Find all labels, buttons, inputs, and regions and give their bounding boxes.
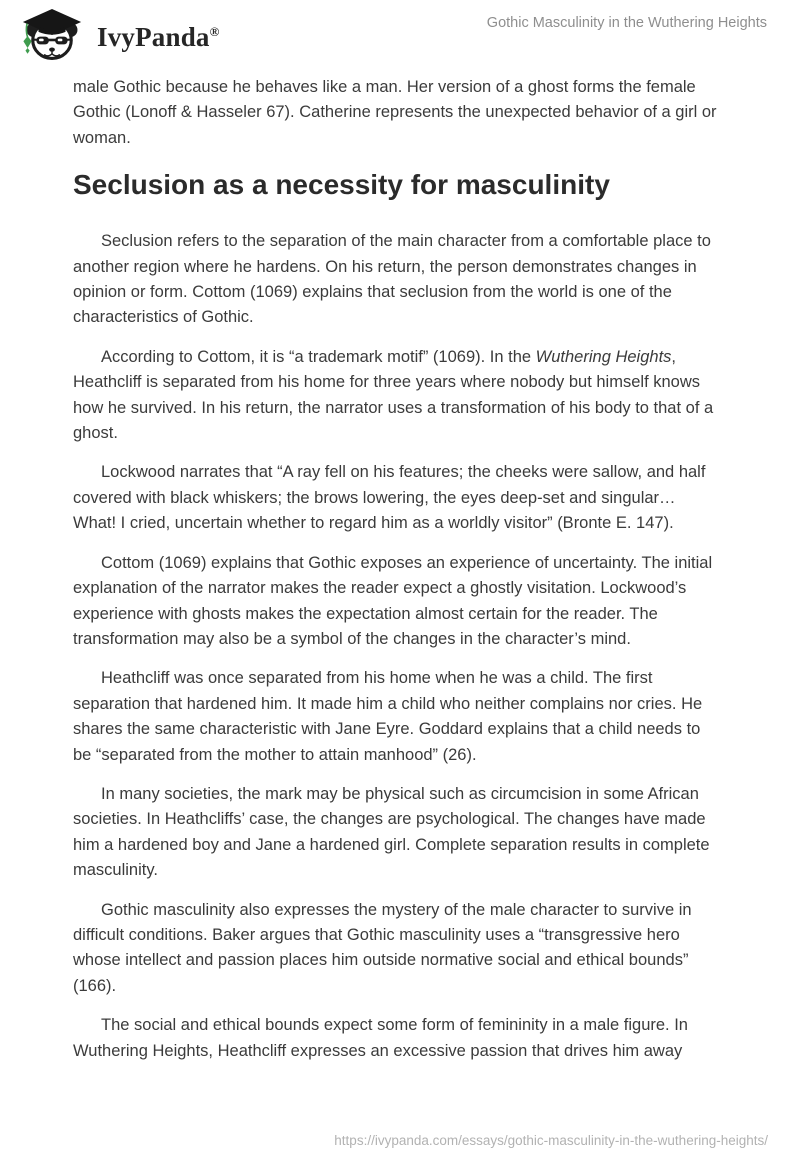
running-head-title: Gothic Masculinity in the Wuthering Heights [486, 15, 767, 31]
paragraph-societies: In many societies, the mark may be physical such as circumcision in some African societies. In Heathcliffs’ case, the changes are psychological. The changes have made him a hardened boy and Jane a hardened girl. Complete separation results in complete masculinity. [73, 784, 710, 880]
paragraph-childhood: Heathcliff was once separated from his home when he was a child. The first separation that hardened him. It made him a child who neither complains nor cries. He shares the same characteristic with Jane Eyre. Goddard explains that a child needs to be “separated from the mother to attain manhood” (26). [73, 669, 703, 764]
logo-text [97, 21, 220, 52]
paragraph-cottom [73, 345, 722, 447]
paragraph-seclusion: Seclusion refers to the separation of the main character from a comfortable place to another region where he hardens. On his return, the person demonstrates changes in opinion or form. Cottom (1069) explains that seclusion from the world is one of the characteristics of Gothic. [73, 232, 711, 327]
paragraph-uncertainty: Cottom (1069) explains that Gothic exposes an experience of uncertainty. The initial explanation of the narrator makes the reader expect a ghostly visitation. Lockwood’s experience with ghosts makes the expectation almost certain for the reader. The transformation may also be a symbol of the changes in the character’s mind. [73, 553, 713, 648]
source-url-link[interactable]: https://ivypanda.com/essays/gothic-masculinity-in-the-wuthering-heights/ [334, 1133, 768, 1148]
ivypanda-logo [14, 8, 220, 60]
paragraph-mystery: Gothic masculinity also expresses the mystery of the male character to survive in difficult conditions. Baker argues that Gothic masculinity uses a “transgressive hero whose intellect and passion places him outside normative social and ethical bounds” (166). [73, 900, 692, 995]
ivypanda-panda-icon [14, 8, 90, 60]
registered-trademark-symbol: ® [209, 23, 220, 39]
paragraph-cottom-after: , Heathcliff is separated from his home for three years where nobody but himself knows how he survived. In his return, the narrator uses a transformation of his body to that of a ghost. [73, 347, 714, 443]
paragraph-lockwood: Lockwood narrates that “A ray fell on his features; the cheeks were sallow, and half covered with black whiskers; the brows lowering, the eyes deep-set and singular… What! I cried, uncertain whether to regard him as a worldly visitor” (Bronte E. 147). [73, 463, 706, 533]
paragraph-cottom-before: According to Cottom, it is “a trademark motif” (1069). In the [101, 347, 536, 366]
essay-content [0, 66, 800, 1064]
paragraph-bounds: The social and ethical bounds expect some form of femininity in a male figure. In Wuthering Heights, Heathcliff expresses an excessive passion that drives him away [73, 1016, 688, 1060]
book-title-italic: Wuthering Heights [535, 347, 672, 366]
logo-wordmark: IvyPanda [97, 21, 210, 52]
paragraph-continuation: male Gothic because he behaves like a man. Her version of a ghost forms the female Gothic (Lonoff & Hasseler 67). Catherine represents the unexpected behavior of a girl or woman. [73, 78, 717, 147]
section-heading: Seclusion as a necessity for masculinity [73, 169, 610, 201]
page-header [0, 0, 800, 66]
